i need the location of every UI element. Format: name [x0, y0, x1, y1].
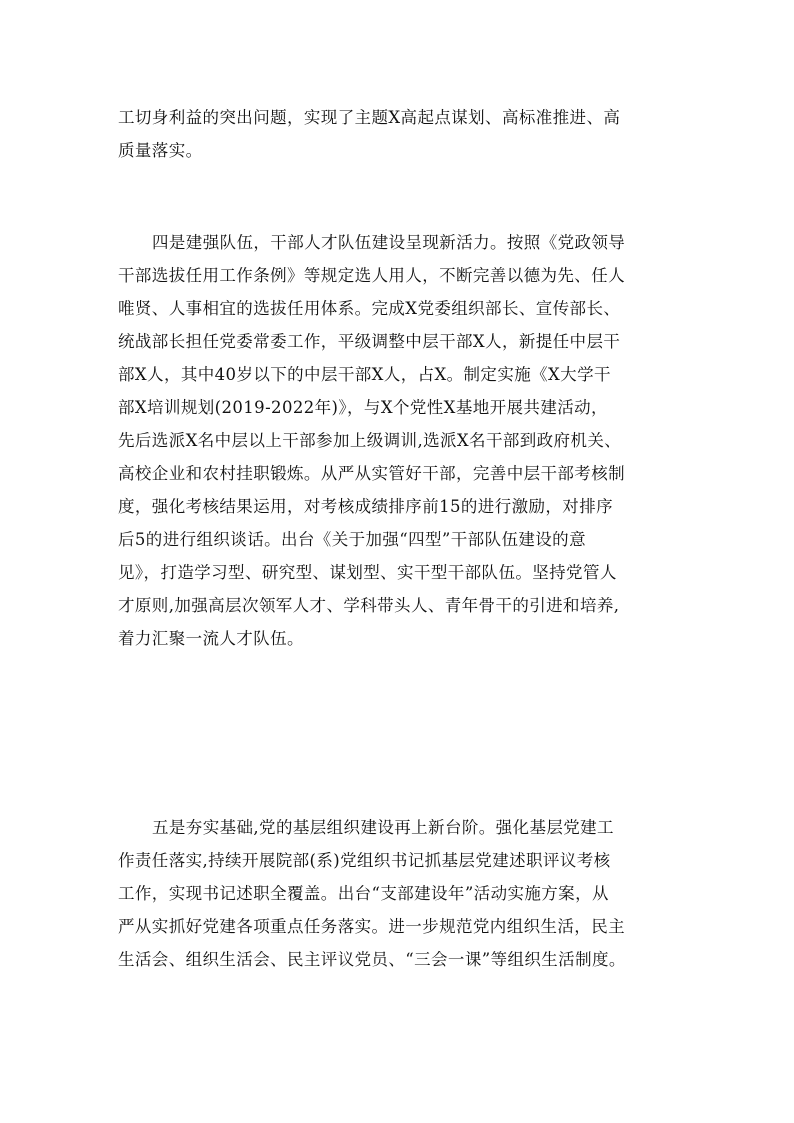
- text-line: 质量落实。: [118, 141, 203, 160]
- text-line: 五是夯实基础,党的基层组织建设再上新台阶。强化基层党建工: [152, 818, 614, 837]
- text-line: 部X人，其中40岁以下的中层干部X人，占X。制定实施《X大学干: [118, 365, 611, 384]
- text-line: 干部选拔任用工作条例》等规定选人用人，不断完善以德为先、任人: [118, 266, 625, 285]
- text-line: 高校企业和农村挂职锻炼。从严从实管好干部，完善中层干部考核制: [118, 464, 625, 483]
- paragraph-grassroots: [118, 811, 686, 976]
- text-line: 着力汇聚一流人才队伍。: [118, 629, 304, 648]
- text-line: 作责任落实,持续开展院部(系)党组织书记抓基层党建述职评议考核: [118, 851, 611, 870]
- text-line: 统战部长担任党委常委工作，平级调整中层干部X人，新提任中层干: [118, 332, 621, 351]
- text-line: 唯贤、人事相宜的选拔任用体系。完成X党委组织部长、宣传部长、: [118, 299, 621, 318]
- text-line: 部X培训规划(2019-2022年)》，与X个党性X基地开展共建活动，: [118, 398, 608, 417]
- text-line: 才原则,加强高层次领军人才、学科带头人、青年骨干的引进和培养,: [118, 596, 620, 615]
- paragraph-continuation: [118, 101, 686, 167]
- text-line: 后5的进行组织谈话。出台《关于加强“四型”干部队伍建设的意: [118, 530, 586, 549]
- text-line: 工作，实现书记述职全覆盖。出台“支部建设年”活动实施方案，从: [118, 884, 609, 903]
- text-line: 工切身利益的突出问题，实现了主题X高起点谋划、高标准推进、高: [118, 108, 621, 127]
- text-line: 生活会、组织生活会、民主评议党员、“三会一课”等组织生活制度。: [118, 950, 626, 969]
- text-line: 度，强化考核结果运用，对考核成绩排序前15的进行激励，对排序: [118, 497, 613, 516]
- text-line: 先后选派X名中层以上干部参加上级调训,选派X名干部到政府机关、: [118, 431, 622, 450]
- text-line: 见》，打造学习型、研究型、谋划型、实干型干部队伍。坚持党管人: [118, 563, 617, 582]
- paragraph-team-building: [118, 226, 686, 655]
- text-line: 严从实抓好党建各项重点任务落实。进一步规范党内组织生活，民主: [118, 917, 625, 936]
- text-line: 四是建强队伍，干部人才队伍建设呈现新活力。按照《党政领导: [152, 233, 626, 252]
